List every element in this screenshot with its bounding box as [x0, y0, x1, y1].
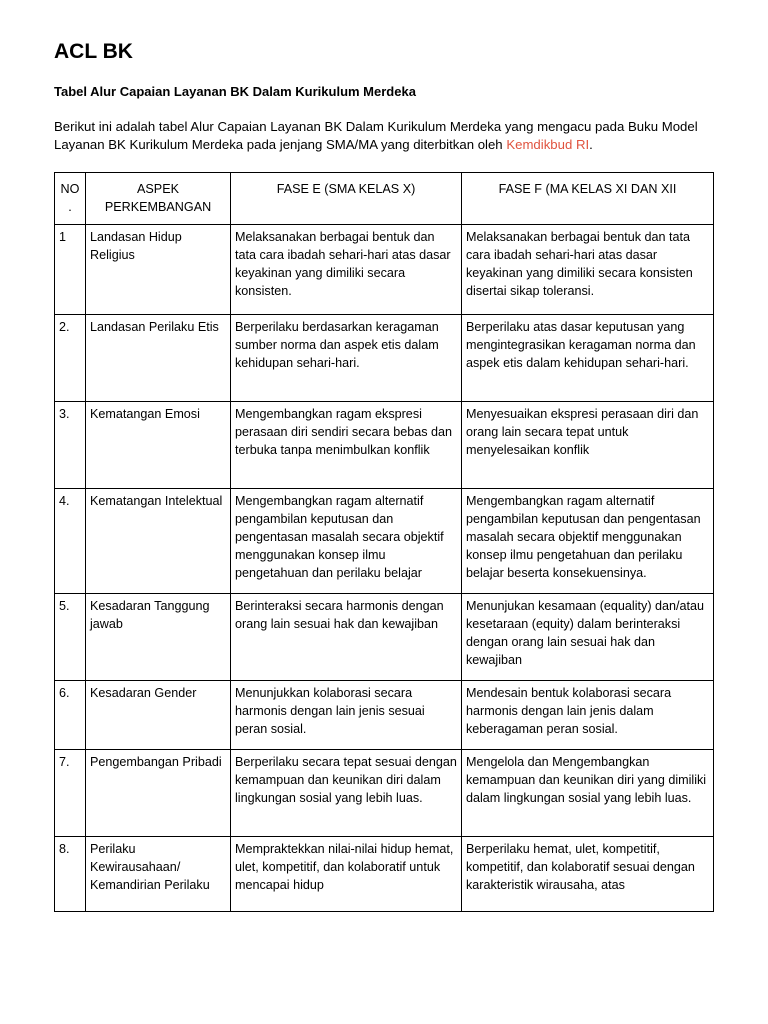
cell-fase-f: Berperilaku atas dasar keputusan yang mengintegrasikan keragaman norma dan aspek etis dalam kehidupan sehari-hari. [462, 315, 714, 402]
table-row [55, 489, 714, 594]
kemdikbud-link[interactable]: Kemdikbud RI [506, 137, 590, 152]
cell-no: 8. [55, 837, 86, 912]
cell-fase-f: Mengembangkan ragam alternatif pengambilan keputusan dan pengentasan masalah secara objektif menggunakan konsep ilmu pengetahuan dan perilaku belajar beserta konsekuensinya. [462, 489, 714, 594]
cell-no: 7. [55, 750, 86, 837]
header-fase-f: FASE F (MA KELAS XI DAN XII [462, 173, 714, 225]
cell-fase-f: Berperilaku hemat, ulet, kompetitif, kompetitif, dan kolaboratif sesuai dengan karakteristik wirausaha, atas [462, 837, 714, 912]
cell-aspek: Kesadaran Tanggung jawab [86, 594, 231, 681]
table-row [55, 402, 714, 489]
table-row [55, 837, 714, 912]
cell-fase-f: Melaksanakan berbagai bentuk dan tata cara ibadah sehari-hari atas dasar keyakinan yang dimiliki secara konsisten disertai sikap toleransi. [462, 225, 714, 315]
cell-fase-e: Mempraktekkan nilai-nilai hidup hemat, ulet, kompetitif, dan kolaboratif untuk mencapai hidup [231, 837, 462, 912]
cell-no: 5. [55, 594, 86, 681]
cell-fase-f: Mendesain bentuk kolaborasi secara harmonis dengan lain jenis dalam keberagaman peran sosial. [462, 681, 714, 750]
table-row [55, 681, 714, 750]
cell-fase-e: Menunjukkan kolaborasi secara harmonis dengan lain jenis sesuai peran sosial. [231, 681, 462, 750]
acl-table [54, 172, 714, 912]
cell-aspek: Perilaku Kewirausahaan/ Kemandirian Perilaku [86, 837, 231, 912]
cell-fase-e: Berinteraksi secara harmonis dengan orang lain sesuai hak dan kewajiban [231, 594, 462, 681]
table-row [55, 594, 714, 681]
cell-no: 6. [55, 681, 86, 750]
cell-aspek: Kematangan Intelektual [86, 489, 231, 594]
cell-fase-f: Menyesuaikan ekspresi perasaan diri dan orang lain secara tepat untuk menyelesaikan konflik [462, 402, 714, 489]
cell-fase-e: Berperilaku berdasarkan keragaman sumber norma dan aspek etis dalam kehidupan sehari-hari. [231, 315, 462, 402]
header-aspek: ASPEK PERKEMBANGAN [86, 173, 231, 225]
header-fase-e: FASE E (SMA KELAS X) [231, 173, 462, 225]
document-page [54, 38, 714, 892]
intro-paragraph [54, 118, 714, 154]
cell-aspek: Landasan Perilaku Etis [86, 315, 231, 402]
intro-text: Berikut ini adalah tabel Alur Capaian Layanan BK Dalam Kurikulum Merdeka yang mengacu pada Buku Model Layanan BK Kurikulum Merdeka pada jenjang SMA/MA yang diterbitkan oleh [54, 119, 698, 152]
cell-fase-e: Melaksanakan berbagai bentuk dan tata cara ibadah sehari-hari atas dasar keyakinan yang dimiliki secara konsisten. [231, 225, 462, 315]
cell-fase-e: Mengembangkan ragam alternatif pengambilan keputusan dan pengentasan masalah secara objektif menggunakan konsep ilmu pengetahuan dan perilaku belajar [231, 489, 462, 594]
cell-fase-f: Menunjukan kesamaan (equality) dan/atau kesetaraan (equity) dalam berinteraksi dengan orang lain sesuai hak dan kewajiban [462, 594, 714, 681]
cell-aspek: Landasan Hidup Religius [86, 225, 231, 315]
intro-end: . [589, 137, 593, 152]
cell-no: 2. [55, 315, 86, 402]
cell-no: 4. [55, 489, 86, 594]
cell-no: 1 [55, 225, 86, 315]
cell-aspek: Kesadaran Gender [86, 681, 231, 750]
cell-aspek: Kematangan Emosi [86, 402, 231, 489]
cell-aspek: Pengembangan Pribadi [86, 750, 231, 837]
cell-fase-e: Mengembangkan ragam ekspresi perasaan diri sendiri secara bebas dan terbuka tanpa menimbulkan konflik [231, 402, 462, 489]
document-subtitle: Tabel Alur Capaian Layanan BK Dalam Kurikulum Merdeka [54, 84, 416, 99]
document-title: ACL BK [54, 40, 133, 63]
cell-fase-f: Mengelola dan Mengembangkan kemampuan dan keunikan diri yang dimiliki dalam lingkungan sosial yang lebih luas. [462, 750, 714, 837]
table-row [55, 315, 714, 402]
table-row [55, 750, 714, 837]
header-no: NO . [55, 173, 86, 225]
table-row [55, 225, 714, 315]
table-header-row [55, 173, 714, 225]
cell-fase-e: Berperilaku secara tepat sesuai dengan kemampuan dan keunikan diri dalam lingkungan sosial yang lebih luas. [231, 750, 462, 837]
cell-no: 3. [55, 402, 86, 489]
